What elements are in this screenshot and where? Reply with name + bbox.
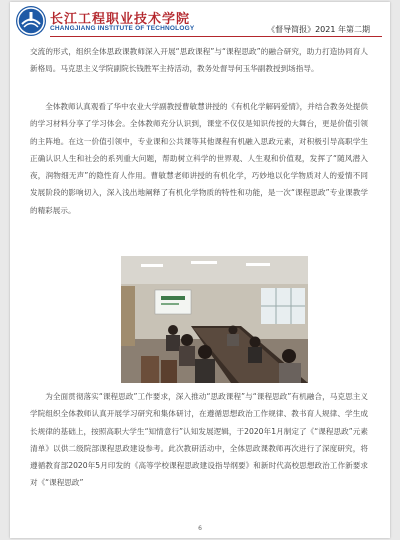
paragraph-2: 全体教师认真观看了华中农业大学副教授曹敏慧讲授的《有机化学解码爱情》，并结合教务处提供的学习材料分享了学习体会。全体教师充分认识到，课堂不仅仅是知识传授的大舞台，更是价值引领的主阵地。在这一价值引领中，专业课和公共课等其他课程有机融入思政元素，对积极引导高职学生正确认识人生和社会的系列重大问题，帮助树立科学的世界观、人生观和价值观，发挥了“随风潜入夜，润物细无声”的隐性育人作用。曹敏慧老师讲授的有机化学，巧妙地以化学物质对人的爱情不同发展阶段的影响切入，深入浅出地阐释了有机化学物质的特性和功能，是一次“课程思政”专业课教学的精彩展示。 bbox=[30, 102, 368, 215]
header-divider bbox=[50, 36, 382, 37]
paragraph-3: 为全面贯彻落实“课程思政”工作要求，深入推动“思政课程”与“课程思政”有机融合，马克思主义学院组织全体教师认真开展学习研究和集体研讨，在遵循思想政治工作规律、教书育人规律、学生成长规律的基础上，按照高职大学生“知情意行”认知发展逻辑，于2020年1月制定了《“课程思政”元素清单》以供二级院部课程思政建设参考。此次教研活动中，全体思政课教师再次进行了深度研究，将遵循教育部2020年5月印发的《高等学校课程思政建设指导纲要》和新时代高校思想政治工作新要求对《“课程思政” bbox=[30, 392, 368, 488]
paragraph-1: 交流的形式，组织全体思政课教师深入开展“思政课程”与“课程思政”的融合研究，助力打造协同育人新格局。马克思主义学院副院长钱胜军主持活动，教务处督导何玉华副教授到场指导。 bbox=[30, 47, 368, 74]
page-number: 6 bbox=[198, 525, 202, 532]
page-header bbox=[10, 2, 390, 40]
school-name-en: CHANGJIANG INSTITUTE OF TECHNOLOGY bbox=[50, 25, 195, 32]
school-emblem-icon bbox=[16, 6, 46, 36]
meeting-room-photo bbox=[121, 256, 308, 383]
issue-title: 《督导简报》2021 年第二期 bbox=[267, 25, 370, 34]
school-name-cn: 长江工程职业技术学院 bbox=[50, 12, 191, 27]
document-page bbox=[10, 2, 390, 538]
